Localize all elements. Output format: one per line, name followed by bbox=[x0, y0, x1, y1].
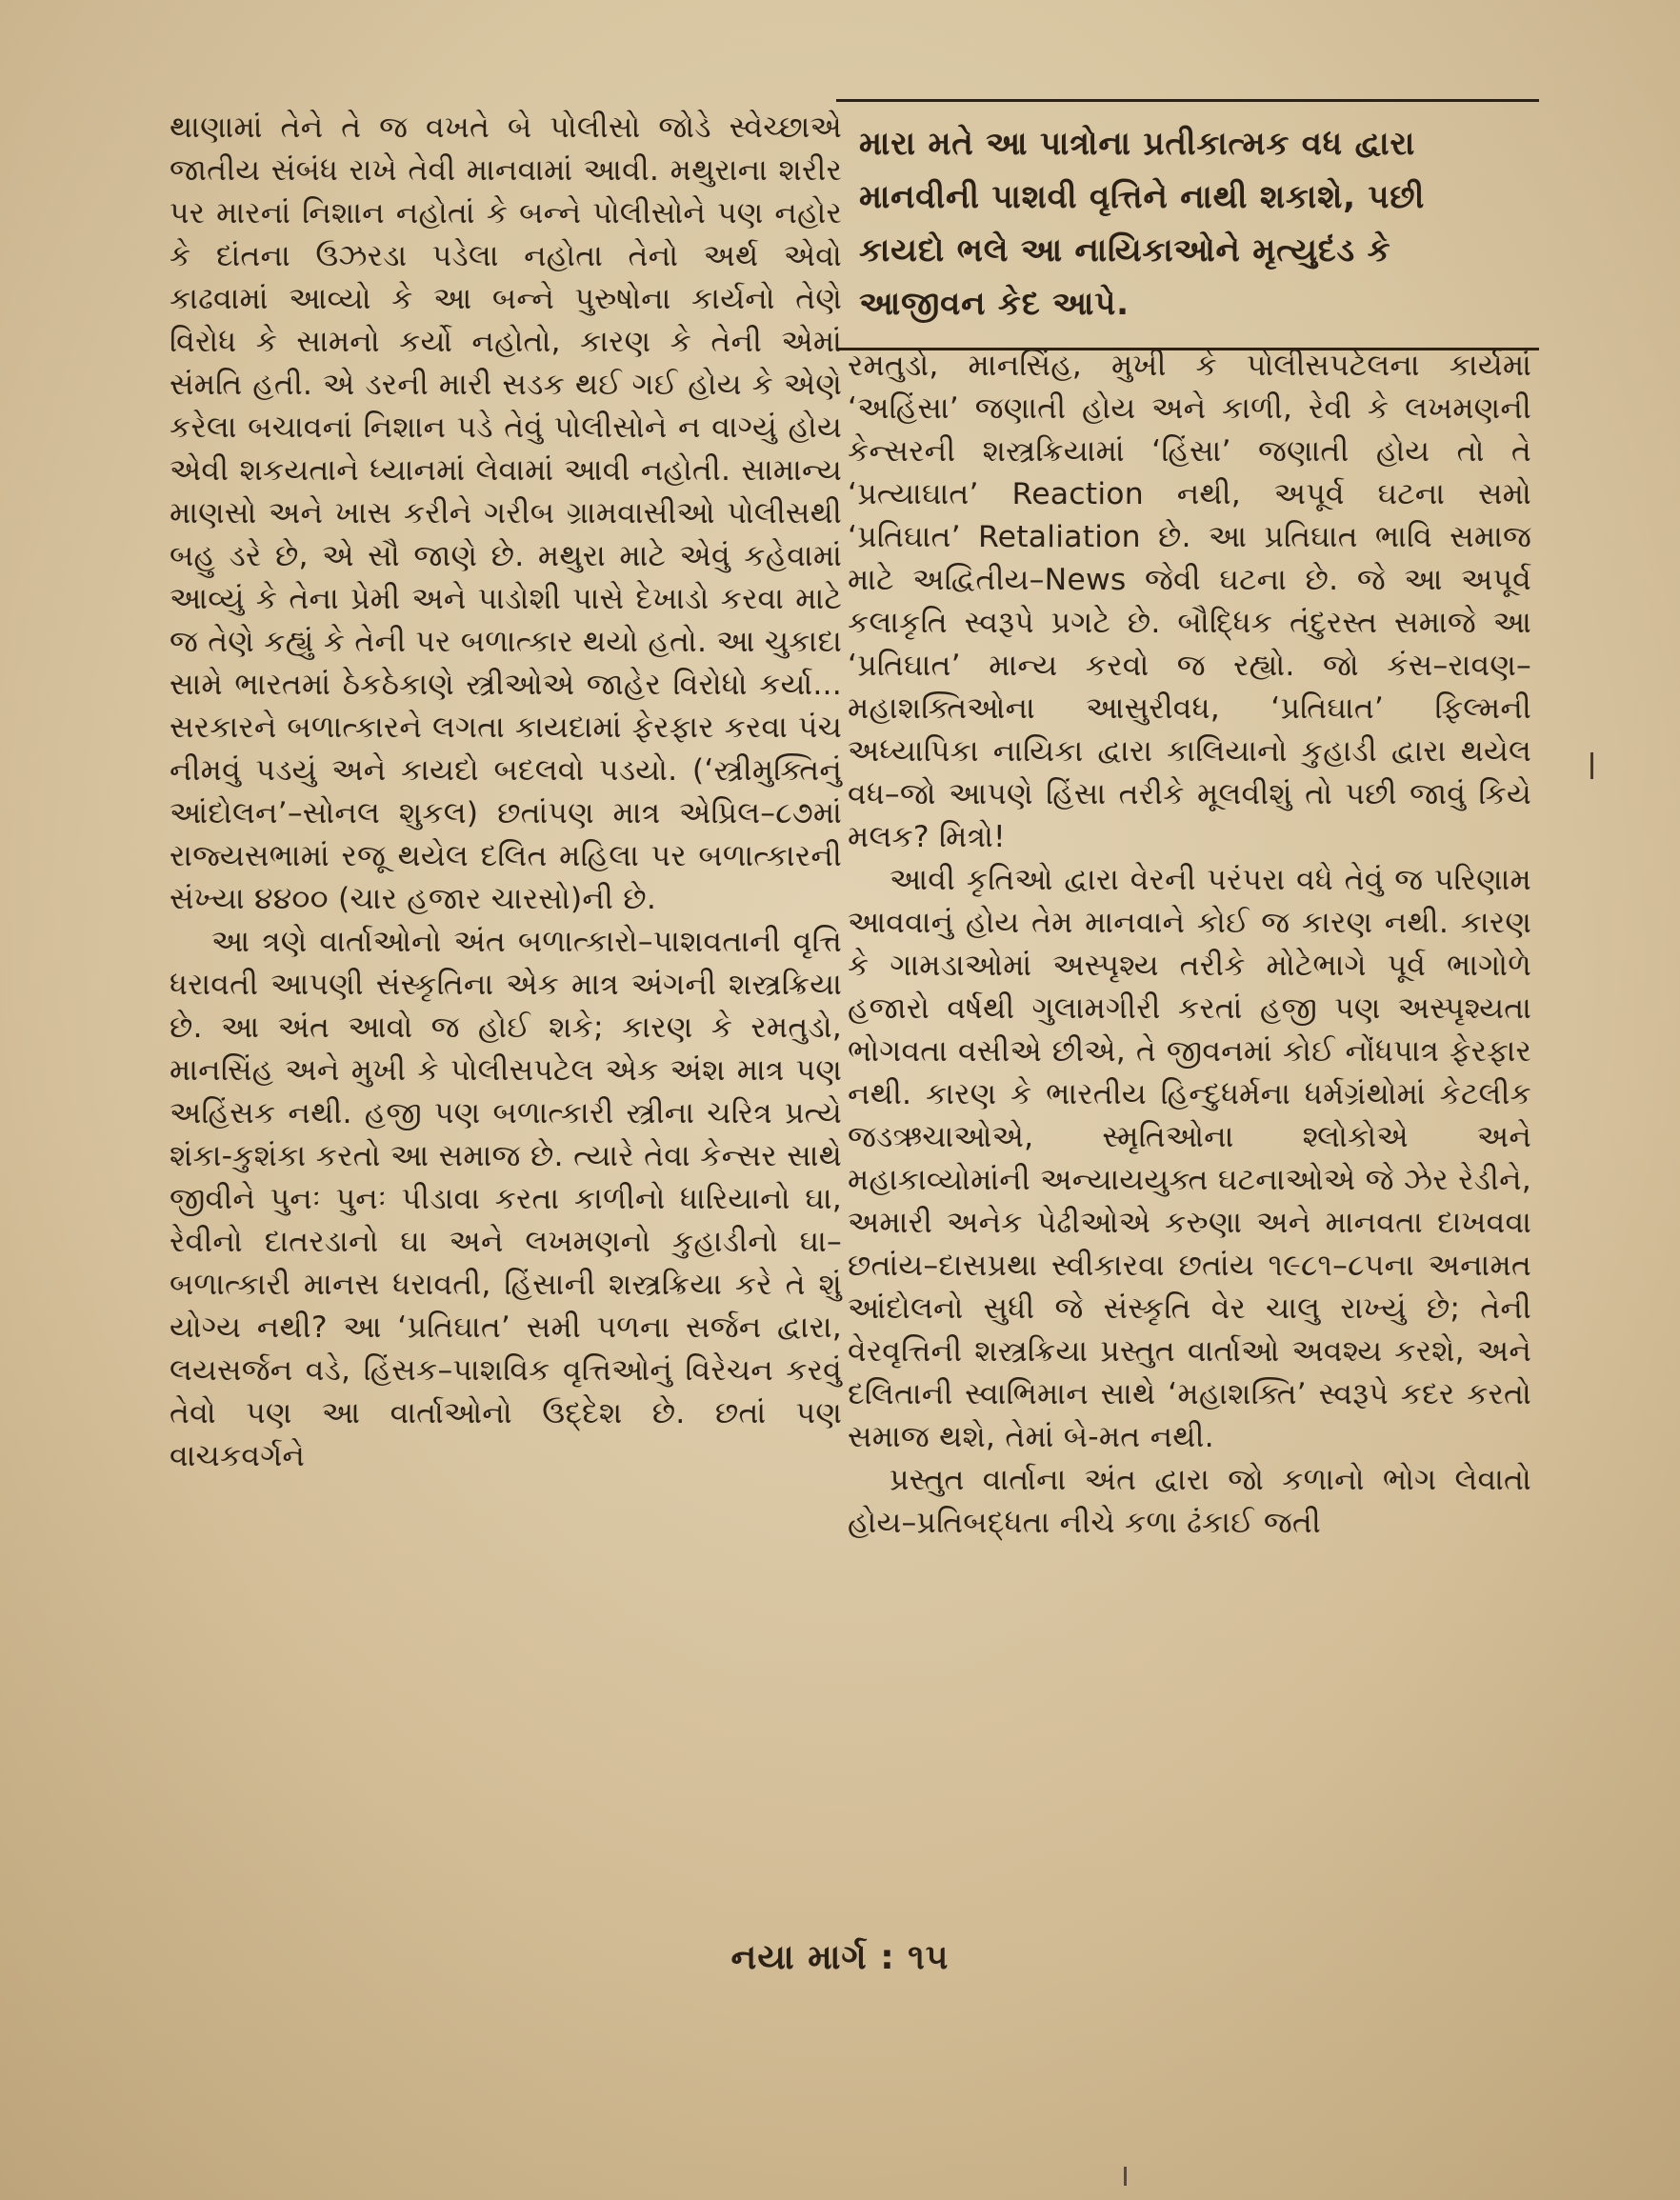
pull-quote: મારા મતે આ પાત્રોના પ્રતીકાત્મક વધ દ્વારા માનવીની પાશવી વૃત્તિને નાથી શકાશે, પછી કાયદો ભલે આ નાયિકાઓને મૃત્યુદંડ કે આજીવન કેદ આપે. bbox=[836, 99, 1539, 350]
left-column bbox=[170, 107, 842, 1478]
paragraph: આવી કૃતિઓ દ્વારા વેરની પરંપરા વધે તેવું જ પરિણામ આવવાનું હોય તેમ માનવાને કોઈ જ કારણ નથી. કારણ કે ગામડાઓમાં અસ્પૃશ્ય તરીકે મોટેભાગે પૂર્વ ભાગોળે હજારો વર્ષથી ગુલામગીરી કરતાં હજી પણ અસ્પૃશ્યતા ભોગવતા વસીએ છીએ, તે જીવનમાં કોઈ નોંધપાત્ર ફેરફાર નથી. કારણ કે ભારતીય હિન્દુધર્મના ધર્મગ્રંથોમાં કેટલીક જડઋચાઓએ, સ્મૃતિઓના શ્લોકોએ અને મહાકાવ્યોમાંની અન્યાયયુક્ત ઘટનાઓએ જે ઝેર રેડીને, અમારી અનેક પેઢીઓએ કરુણા અને માનવતા દાખવવા છતાંય–દાસપ્રથા સ્વીકારવા છતાંય ૧૯૮૧–૮૫ના અનામત આંદોલનો સુધી જે સંસ્કૃતિ વેર ચાલુ રાખ્યું છે; તેની વેરવૃત્તિની શસ્ત્રક્રિયા પ્રસ્તુત વાર્તાઓ અવશ્ય કરશે, અને દલિતાની સ્વાભિમાન સાથે ‘મહાશક્તિ’ સ્વરૂપે કદર કરતો સમાજ થશે, તેમાં બે-મત નથી. bbox=[848, 863, 1531, 1454]
paragraph: રમતુડો, માનસિંહ, મુખી કે પોલીસપટેલના કાર્યમાં ‘અહિંસા’ જણાતી હોય અને કાળી, રેવી કે લખમણની કેન્સરની શસ્ત્રક્રિયામાં ‘હિંસા’ જણાતી હોય તો તે ‘પ્રત્યાઘાત’ Reaction નથી, અપૂર્વ ઘટના સમો ‘પ્રતિઘાત’ Retaliation છે. આ પ્રતિઘાત ભાવિ સમાજ માટે અદ્વિતીય–News જેવી ઘટના છે. જે આ અપૂર્વ કલાકૃતિ સ્વરૂપે પ્રગટે છે. બૌદ્ધિક તંદુરસ્ત સમાજે આ ‘પ્રતિઘાત’ માન્ય કરવો જ રહ્યો. જો કંસ–રાવણ–મહાશક્તિઓના આસુરીવધ, ‘પ્રતિઘાત’ ફિલ્મની અધ્યાપિકા નાયિકા દ્વારા કાલિયાનો કુહાડી દ્વારા થયેલ વધ–જો આપણે હિંસા તરીકે મૂલવીશું તો પછી જાવું કિયે મલક? મિત્રો! bbox=[848, 349, 1531, 854]
print-mark bbox=[1590, 752, 1593, 779]
right-column bbox=[848, 345, 1531, 1545]
print-mark bbox=[1124, 2167, 1127, 2186]
paragraph: આ ત્રણે વાર્તાઓનો અંત બળાત્કારો–પાશવતાની વૃત્તિ ધરાવતી આપણી સંસ્કૃતિના એક માત્ર અંગની શસ્ત્રક્રિયા છે. આ અંત આવો જ હોઈ શકે; કારણ કે રમતુડો, માનસિંહ અને મુખી કે પોલીસપટેલ એક અંશ માત્ર પણ અહિંસક નથી. હજી પણ બળાત્કારી સ્ત્રીના ચરિત્ર પ્રત્યે શંકા-કુશંકા કરતો આ સમાજ છે. ત્યારે તેવા કેન્સર સાથે જીવીને પુનઃ પુનઃ પીડાવા કરતા કાળીનો ધારિયાનો ઘા, રેવીનો દાતરડાનો ઘા અને લખમણનો કુહાડીનો ઘા–બળાત્કારી માનસ ધરાવતી, હિંસાની શસ્ત્રક્રિયા કરે તે શું યોગ્ય નથી? આ ‘પ્રતિઘાત’ સમી પળના સર્જન દ્વારા, લયસર્જન વડે, હિંસક–પાશવિક વૃત્તિઓનું વિરેચન કરવું તેવો પણ આ વાર્તાઓનો ઉદ્દેશ છે. છતાં પણ વાચકવર્ગને bbox=[170, 925, 842, 1473]
page-footer: નયા માર્ગ : ૧૫ bbox=[730, 1938, 950, 1977]
paragraph: પ્રસ્તુત વાર્તાના અંત દ્વારા જો કળાનો ભોગ લેવાતો હોય–પ્રતિબદ્ધતા નીચે કળા ઢંકાઈ જતી bbox=[848, 1463, 1531, 1540]
paragraph: થાણામાં તેને તે જ વખતે બે પોલીસો જોડે સ્વેચ્છાએ જાતીય સંબંધ રાખે તેવી માનવામાં આવી. મથુરાના શરીર પર મારનાં નિશાન નહોતાં કે બન્ને પોલીસોને પણ નહોર કે દાંતના ઉઝરડા પડેલા નહોતા તેનો અર્થ એવો કાઢવામાં આવ્યો કે આ બન્ને પુરુષોના કાર્યનો તેણે વિરોધ કે સામનો કર્યો નહોતો, કારણ કે તેની એમાં સંમતિ હતી. એ ડરની મારી સડક થઈ ગઈ હોય કે એણે કરેલા બચાવનાં નિશાન પડે તેવું પોલીસોને ન વાગ્યું હોય એવી શકયતાને ધ્યાનમાં લેવામાં આવી નહોતી. સામાન્ય માણસો અને ખાસ કરીને ગરીબ ગ્રામવાસીઓ પોલીસથી બહુ ડરે છે, એ સૌ જાણે છે. મથુરા માટે એવું કહેવામાં આવ્યું કે તેના પ્રેમી અને પાડોશી પાસે દેખાડો કરવા માટે જ તેણે કહ્યું કે તેની પર બળાત્કાર થયો હતો. આ ચુકાદા સામે ભારતમાં ઠેકઠેકાણે સ્ત્રીઓએ જાહેર વિરોધો કર્યા... સરકારને બળાત્કારને લગતા કાયદામાં ફેરફાર કરવા પંચ નીમવું પડયું અને કાયદો બદલવો પડયો. (‘સ્ત્રીમુક્તિનું આંદોલન’–સોનલ શુકલ) છતાંપણ માત્ર એપ્રિલ–૮૭માં રાજ્યસભામાં રજૂ થયેલ દલિત મહિલા પર બળાત્કારની સંખ્યા ૪૪૦૦ (ચાર હજાર ચારસો)ની છે. bbox=[170, 110, 842, 916]
